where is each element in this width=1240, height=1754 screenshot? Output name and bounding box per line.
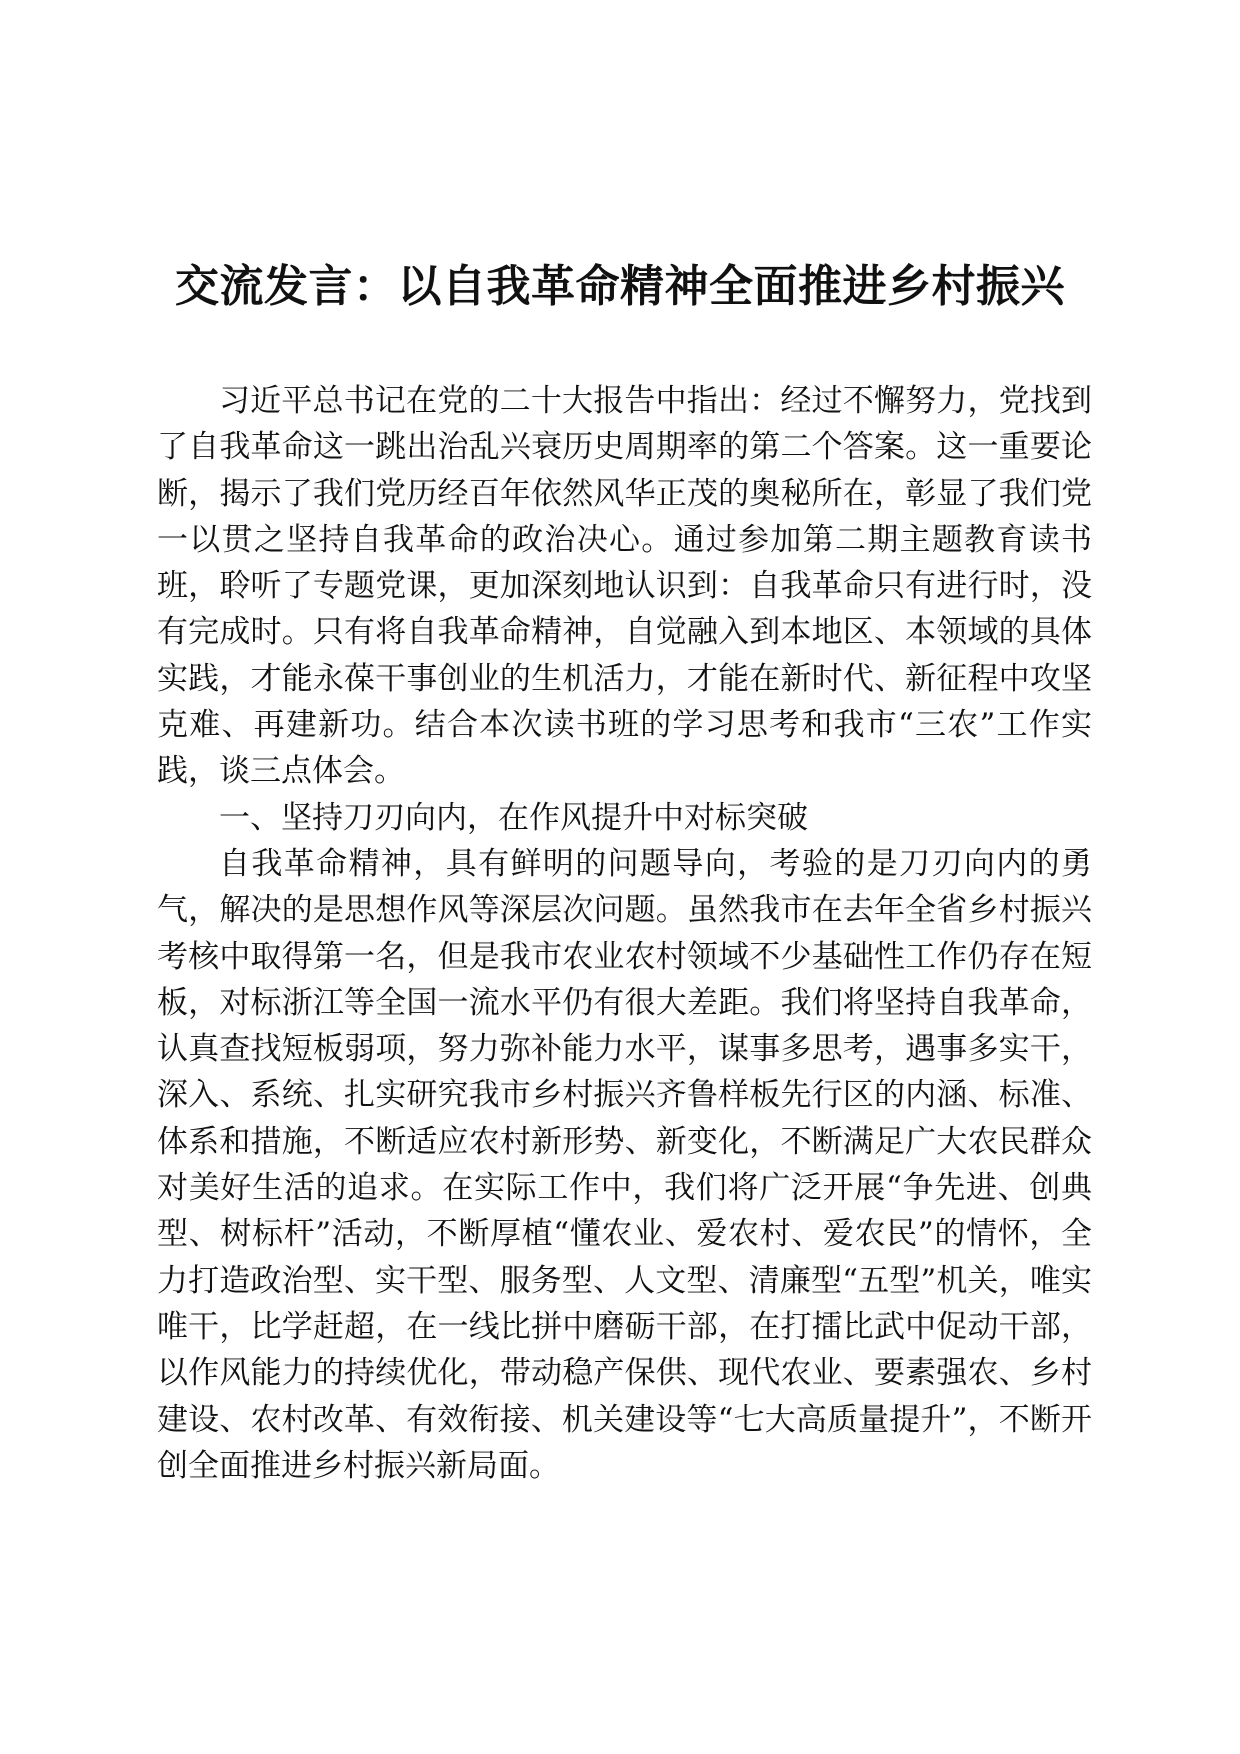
- section-heading-1: 一、坚持刀刃向内，在作风提升中对标突破: [219, 799, 808, 836]
- intro-paragraph: 习近平总书记在党的二十大报告中指出：经过不懈努力，党找到了自我革命这一跳出治乱兴衰历史周期率的第二个答案。这一重要论断，揭示了我们党历经百年依然风华正茂的奥秘所在，彰显了我们党一以贯之坚持自我革命的政治决心。通过参加第二期主题教育读书班，聆听了专题党课，更加深刻地认识到：自我革命只有进行时，没有完成时。只有将自我革命精神，自觉融入到本地区、本领域的具体实践，才能永葆干事创业的生机活力，才能在新时代、新征程中攻坚克难、再建新功。结合本次读书班的学习思考和我市“三农”工作实践，谈三点体会。: [157, 383, 1092, 790]
- document-title: 交流发言：以自我革命精神全面推进乡村振兴: [175, 261, 1065, 313]
- section-1-paragraph: 自我革命精神，具有鲜明的问题导向，考验的是刀刃向内的勇气，解决的是思想作风等深层次问题。虽然我市在去年全省乡村振兴考核中取得第一名，但是我市农业农村领域不少基础性工作仍存在短板，对标浙江等全国一流水平仍有很大差距。我们将坚持自我革命，认真查找短板弱项，努力弥补能力水平，谋事多思考，遇事多实干，深入、系统、扎实研究我市乡村振兴齐鲁样板先行区的内涵、标准、体系和措施，不断适应农村新形势、新变化，不断满足广大农民群众对美好生活的追求。在实际工作中，我们将广泛开展“争先进、创典型、树标杆”活动，不断厚植“懂农业、爱农村、爱农民”的情怀，全力打造政治型、实干型、服务型、人文型、清廉型“五型”机关，唯实唯干，比学赶超，在一线比拼中磨砺干部，在打擂比武中促动干部，以作风能力的持续优化，带动稳产保供、现代农业、要素强农、乡村建设、农村改革、有效衔接、机关建设等“七大高质量提升”，不断开创全面推进乡村振兴新局面。: [157, 845, 1092, 1484]
- document-body: [157, 378, 1092, 1489]
